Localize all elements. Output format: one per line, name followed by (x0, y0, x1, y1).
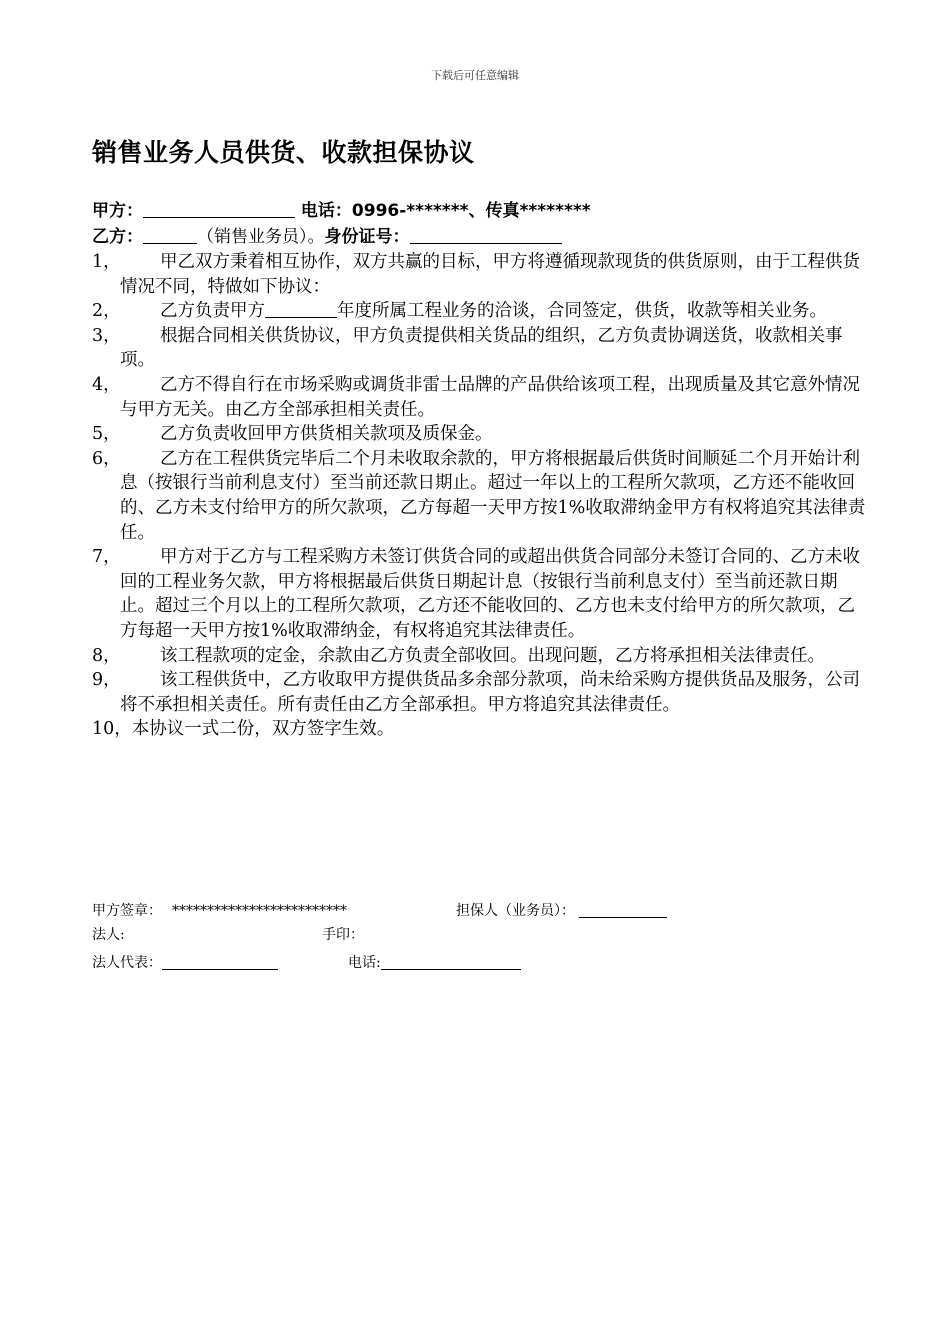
guarantor-line (456, 902, 667, 920)
clause-number: 5， (92, 424, 121, 445)
party-a-label: 甲方： (92, 201, 143, 221)
clause-7 (92, 545, 872, 643)
clause-number: 6， (92, 448, 121, 469)
clause-number: 2， (92, 301, 121, 322)
clause-3 (92, 324, 872, 373)
clause-number: 10， (92, 719, 132, 740)
legal-person-field: 法人: (92, 927, 125, 943)
clause-text: 甲乙双方秉着相互协作，双方共赢的目标，甲方将遵循现款现货的供货原则，由于工程供货情况不同，特做如下协议： (120, 252, 860, 297)
phone-blank[interactable] (381, 955, 521, 970)
legal-rep-line (92, 954, 278, 972)
legal-rep-label: 法人代表： (92, 955, 162, 971)
clause-5 (92, 422, 872, 447)
clause-text: 本协议一式二份，双方签字生效。 (131, 719, 395, 740)
clause-text: 乙方不得自行在市场采购或调货非雷士品牌的产品供给该项工程，出现质量及其它意外情况与甲方无关。由乙方全部承担相关责任。 (120, 374, 860, 420)
guarantor-signature-blank[interactable] (579, 903, 667, 918)
clause-list (92, 250, 872, 742)
guarantor-label: 担保人（业务员）： (456, 903, 575, 919)
clause-text: 乙方在工程供货完毕后二个月未收取余款的，甲方将根据最后供货时间顺延二个月开始计利息（按银行当前利息支付）至当前还款日期止。超过一年以上的工程所欠款项，乙方还不能收回的、乙方未支付给甲方的所欠款项，乙方每超一天甲方按1%收取滞纳金甲方有权将追究其法律责任。 (120, 448, 866, 543)
phone-label: 电话: (348, 955, 381, 971)
clause-number: 7， (92, 547, 121, 568)
clause-1 (92, 250, 872, 299)
clause-text (120, 299, 872, 324)
clause-10 (92, 717, 872, 742)
year-blank[interactable] (265, 301, 337, 318)
clause-number: 9， (92, 670, 121, 691)
clause-text: 乙方负责收回甲方供货相关款项及质保金。 (160, 424, 493, 445)
fingerprint-field: 手印： (322, 927, 364, 943)
phone-line (348, 954, 521, 972)
clause-number: 8， (92, 645, 121, 666)
party-b-id-label: 身份证号： (324, 227, 410, 247)
clause-number: 1， (92, 252, 121, 272)
party-b-id-blank[interactable] (410, 227, 562, 244)
party-a-line (92, 200, 591, 222)
document-title: 销售业务人员供货、收款担保协议 (92, 138, 475, 167)
legal-rep-signature-blank[interactable] (162, 955, 278, 970)
clause-text-after-blank: 年度所属工程业务的洽谈，合同签定，供货，收款等相关业务。 (337, 301, 827, 322)
party-a-seal-line (92, 902, 347, 920)
clause-9 (92, 668, 872, 717)
clause-text: 该工程款项的定金，余款由乙方负责全部收回。出现问题，乙方将承担相关法律责任。 (160, 645, 825, 666)
party-a-seal-label: 甲方签章： (92, 903, 162, 919)
clause-8 (92, 644, 872, 669)
clause-number: 4， (92, 374, 121, 395)
clause-text: 甲方对于乙方与工程采购方未签订供货合同的或超出供货合同部分未签订合同的、乙方未收回的工程业务欠款，甲方将根据最后供货日期起计息（按银行当前利息支付）至当前还款日期止。超过三个月以上的工程所欠款项，乙方还不能收回的、乙方也未支付给甲方的所欠款项，乙方每超一天甲方按1%收取滞纳金，有权将追究其法律责任。 (120, 547, 860, 641)
party-b-label: 乙方： (92, 227, 143, 247)
header-note: 下载后可任意编辑 (431, 69, 519, 82)
party-b-name-blank[interactable] (143, 227, 197, 244)
clause-2 (92, 299, 872, 324)
party-b-line (92, 226, 562, 248)
party-a-seal-stars: ************************* (172, 903, 347, 919)
party-b-role: （销售业务员）。 (197, 227, 325, 247)
clause-text: 根据合同相关供货协议，甲方负责提供相关货品的组织，乙方负责协调送货，收款相关事项。 (120, 325, 843, 371)
party-a-name-blank[interactable] (143, 201, 295, 218)
clause-text-before-blank: 乙方负责甲方 (160, 301, 265, 322)
clause-4 (92, 373, 872, 422)
party-a-phone-fax: 电话：0996-*******、传真******** (295, 201, 591, 221)
clause-6 (92, 447, 872, 545)
clause-number: 3， (92, 325, 121, 346)
clause-text: 该工程供货中，乙方收取甲方提供货品多余部分款项，尚未给采购方提供货品及服务，公司将不承担相关责任。所有责任由乙方全部承担。甲方将追究其法律责任。 (120, 670, 860, 715)
